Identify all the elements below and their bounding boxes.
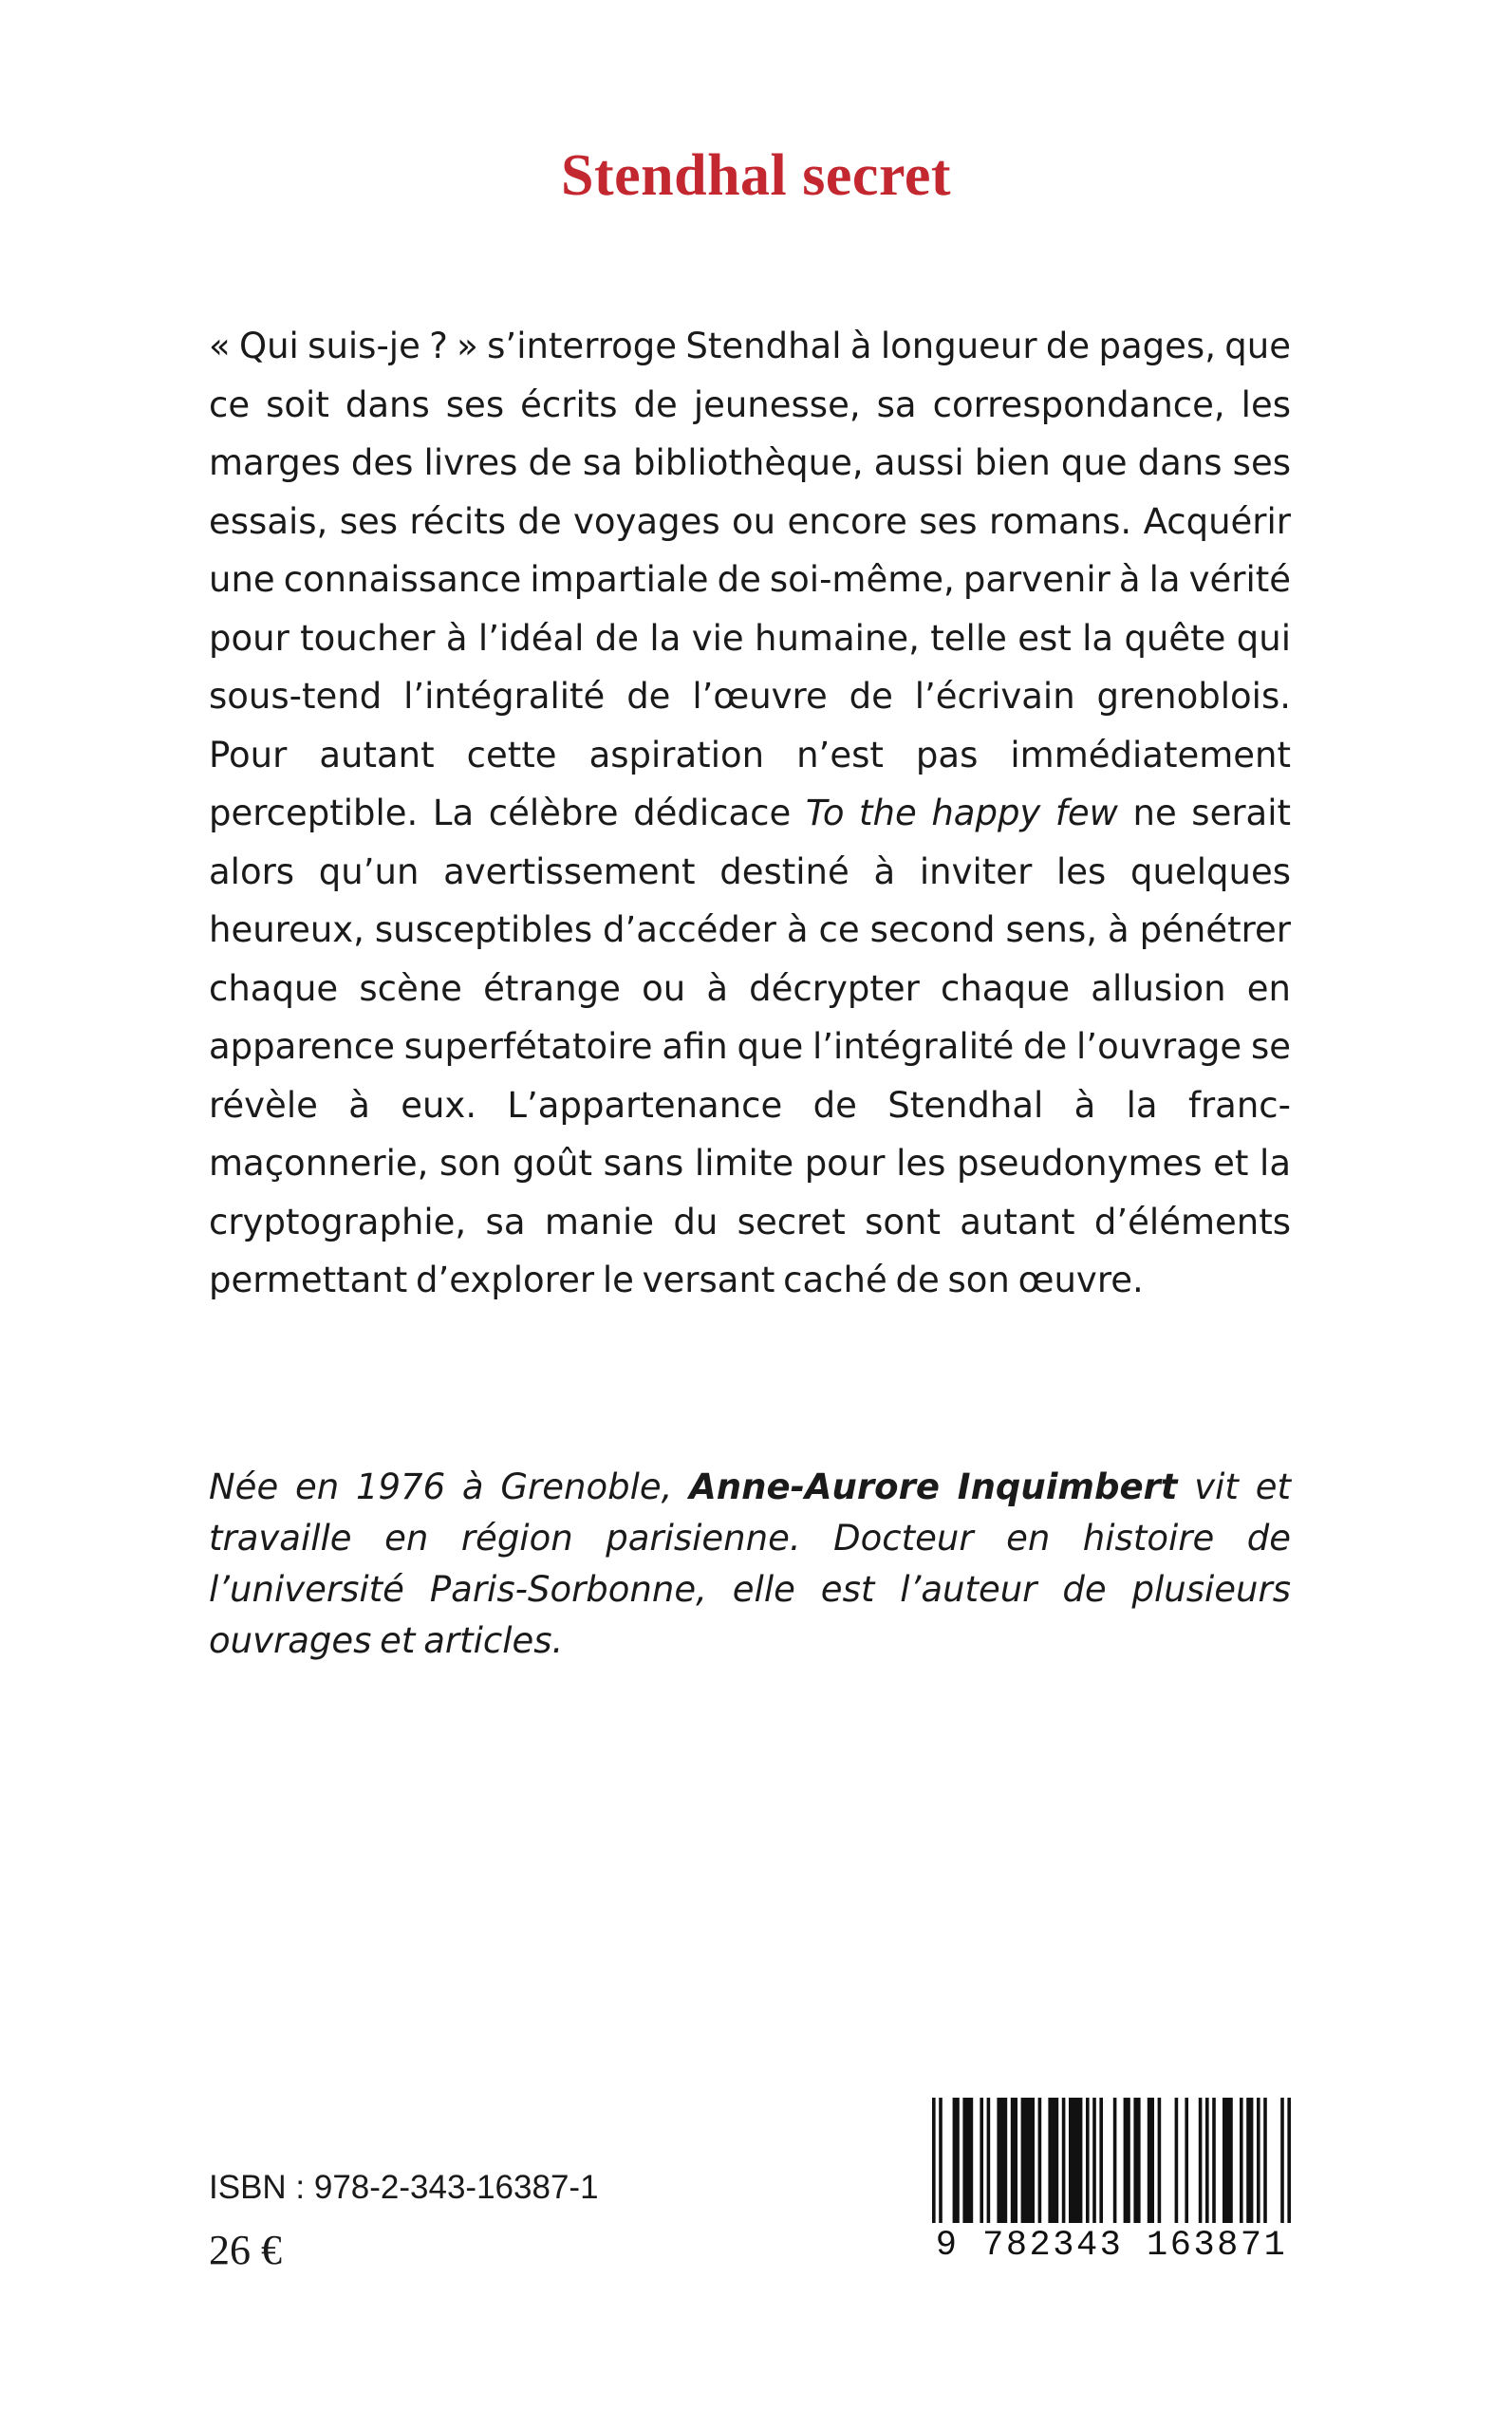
isbn-label: ISBN : 978-2-343-16387-1 — [209, 2169, 599, 2206]
barcode — [932, 2098, 1291, 2269]
price-label: 26 € — [209, 2227, 282, 2273]
author-bio-suffix: vit et travaille en région parisienne. Docteur en histoire de l’université Paris-Sorbonne, elle est l’auteur de plusieurs ouvrages et articles. — [209, 1466, 1291, 1661]
barcode-digits: 9 782343 163871 — [932, 2223, 1291, 2269]
author-bio-prefix: Née en 1976 à Grenoble, — [209, 1466, 690, 1507]
blurb-paragraph — [209, 317, 1291, 1310]
author-name: Anne-Aurore Inquimbert — [689, 1466, 1178, 1507]
blurb-text-part2: ne serait alors qu’un avertissement destiné à inviter les quelques heureux, susceptibles d’accéder à ce second sens, à pénétrer chaque scène étrange ou à décrypter chaque allusion en apparence superfétatoire afin que l’intégralité de l’ouvrage se révèle à eux. L’appartenance de Stendhal à la franc-maçonnerie, son goût sans limite pour les pseudonymes et la cryptographie, sa manie du secret sont autant d’éléments permettant d’explorer le versant caché de son œuvre. — [209, 793, 1292, 1300]
blurb-dedication: To the happy few — [805, 793, 1118, 833]
book-title: Stendhal secret — [560, 143, 952, 208]
author-bio — [209, 1462, 1291, 1667]
blurb-text-part1: « Qui suis-je ? » s’interroge Stendhal à longueur de pages, que ce soit dans ses écrits de jeunesse, sa correspondance, les marges des livres de sa bibliothèque, aussi bien que dans ses essais, ses récits de voyages ou encore ses romans. Acquérir une connaissance impartiale de soi-même, parvenir à la vérité pour toucher à l’idéal de la vie humaine, telle est la quête qui sous-tend l’intégralité de l’œuvre de l’écrivain grenoblois. Pour autant cette aspiration n’est pas immédiatement perceptible. La célèbre dédicace — [209, 326, 1291, 833]
